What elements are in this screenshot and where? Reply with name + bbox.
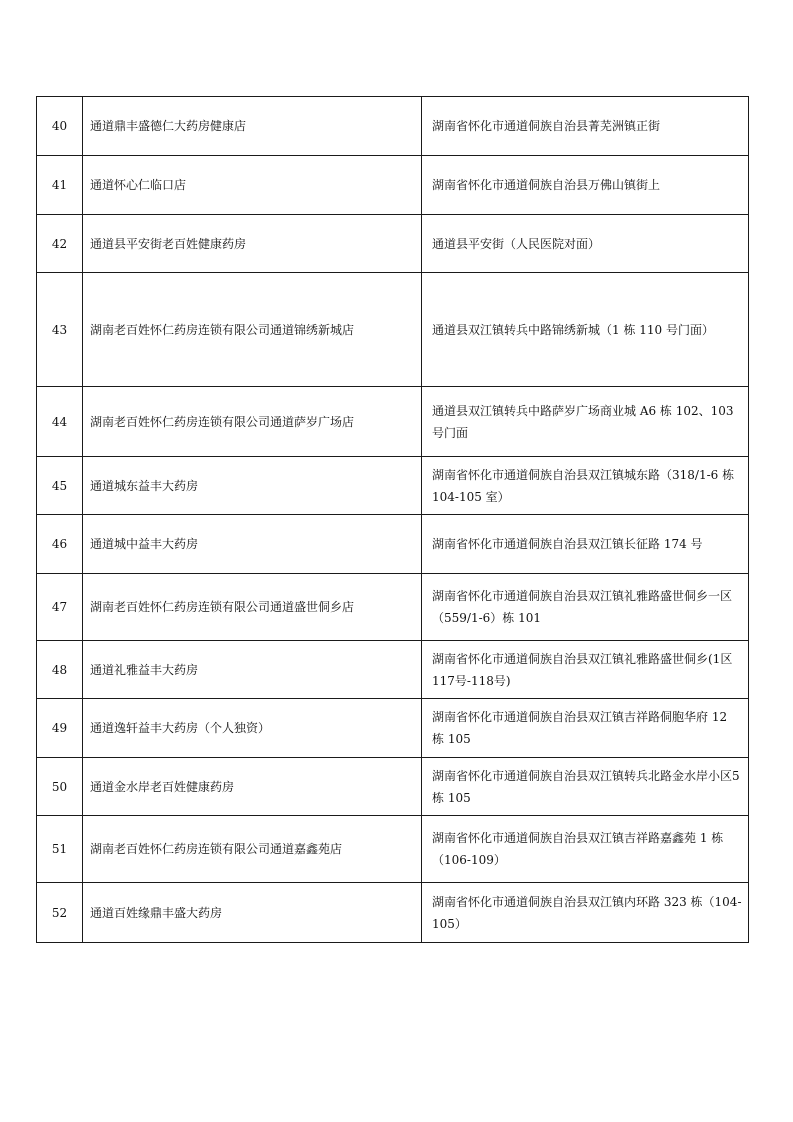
row-number: 45 — [37, 457, 83, 515]
store-name: 通道鼎丰盛德仁大药房健康店 — [83, 97, 422, 156]
store-address: 湖南省怀化市通道侗族自治县万佛山镇街上 — [422, 156, 749, 215]
table-row — [37, 816, 749, 883]
store-name: 湖南老百姓怀仁药房连锁有限公司通道萨岁广场店 — [83, 387, 422, 457]
store-name: 通道怀心仁临口店 — [83, 156, 422, 215]
store-address: 通道县双江镇转兵中路锦绣新城（1 栋 110 号门面） — [422, 273, 749, 387]
store-name: 通道百姓缘鼎丰盛大药房 — [83, 883, 422, 943]
store-address: 湖南省怀化市通道侗族自治县双江镇长征路 174 号 — [422, 515, 749, 574]
table-row — [37, 457, 749, 515]
row-number: 43 — [37, 273, 83, 387]
table-row — [37, 758, 749, 816]
store-address: 湖南省怀化市通道侗族自治县双江镇内环路 323 栋（104-105） — [422, 883, 749, 943]
row-number: 50 — [37, 758, 83, 816]
store-address: 湖南省怀化市通道侗族自治县双江镇转兵北路金水岸小区5栋 105 — [422, 758, 749, 816]
store-address: 湖南省怀化市通道侗族自治县双江镇城东路（318/1-6 栋 104-105 室） — [422, 457, 749, 515]
table-row — [37, 883, 749, 943]
row-number: 47 — [37, 574, 83, 641]
store-address: 湖南省怀化市通道侗族自治县菁芜洲镇正街 — [422, 97, 749, 156]
row-number: 48 — [37, 641, 83, 699]
row-number: 51 — [37, 816, 83, 883]
store-name: 湖南老百姓怀仁药房连锁有限公司通道锦绣新城店 — [83, 273, 422, 387]
store-address: 湖南省怀化市通道侗族自治县双江镇礼雅路盛世侗乡(1区117号-118号) — [422, 641, 749, 699]
row-number: 40 — [37, 97, 83, 156]
store-name: 通道城东益丰大药房 — [83, 457, 422, 515]
store-name: 通道逸轩益丰大药房（个人独资） — [83, 699, 422, 758]
store-address: 通道县平安街（人民医院对面） — [422, 215, 749, 273]
row-number: 44 — [37, 387, 83, 457]
store-name: 湖南老百姓怀仁药房连锁有限公司通道盛世侗乡店 — [83, 574, 422, 641]
store-address: 湖南省怀化市通道侗族自治县双江镇吉祥路嘉鑫苑 1 栋（106-109） — [422, 816, 749, 883]
table-row — [37, 699, 749, 758]
table-row — [37, 574, 749, 641]
pharmacy-table — [36, 96, 749, 943]
store-name: 通道县平安街老百姓健康药房 — [83, 215, 422, 273]
table-row — [37, 515, 749, 574]
store-name: 通道金水岸老百姓健康药房 — [83, 758, 422, 816]
table-row — [37, 156, 749, 215]
table-row — [37, 273, 749, 387]
table-row — [37, 387, 749, 457]
row-number: 46 — [37, 515, 83, 574]
store-name: 湖南老百姓怀仁药房连锁有限公司通道嘉鑫苑店 — [83, 816, 422, 883]
store-name: 通道城中益丰大药房 — [83, 515, 422, 574]
store-address: 通道县双江镇转兵中路萨岁广场商业城 A6 栋 102、103 号门面 — [422, 387, 749, 457]
store-address: 湖南省怀化市通道侗族自治县双江镇礼雅路盛世侗乡一区（559/1-6）栋 101 — [422, 574, 749, 641]
row-number: 49 — [37, 699, 83, 758]
table-row — [37, 97, 749, 156]
row-number: 42 — [37, 215, 83, 273]
table-row — [37, 641, 749, 699]
store-address: 湖南省怀化市通道侗族自治县双江镇吉祥路侗胞华府 12 栋 105 — [422, 699, 749, 758]
row-number: 41 — [37, 156, 83, 215]
store-name: 通道礼雅益丰大药房 — [83, 641, 422, 699]
table-row — [37, 215, 749, 273]
row-number: 52 — [37, 883, 83, 943]
